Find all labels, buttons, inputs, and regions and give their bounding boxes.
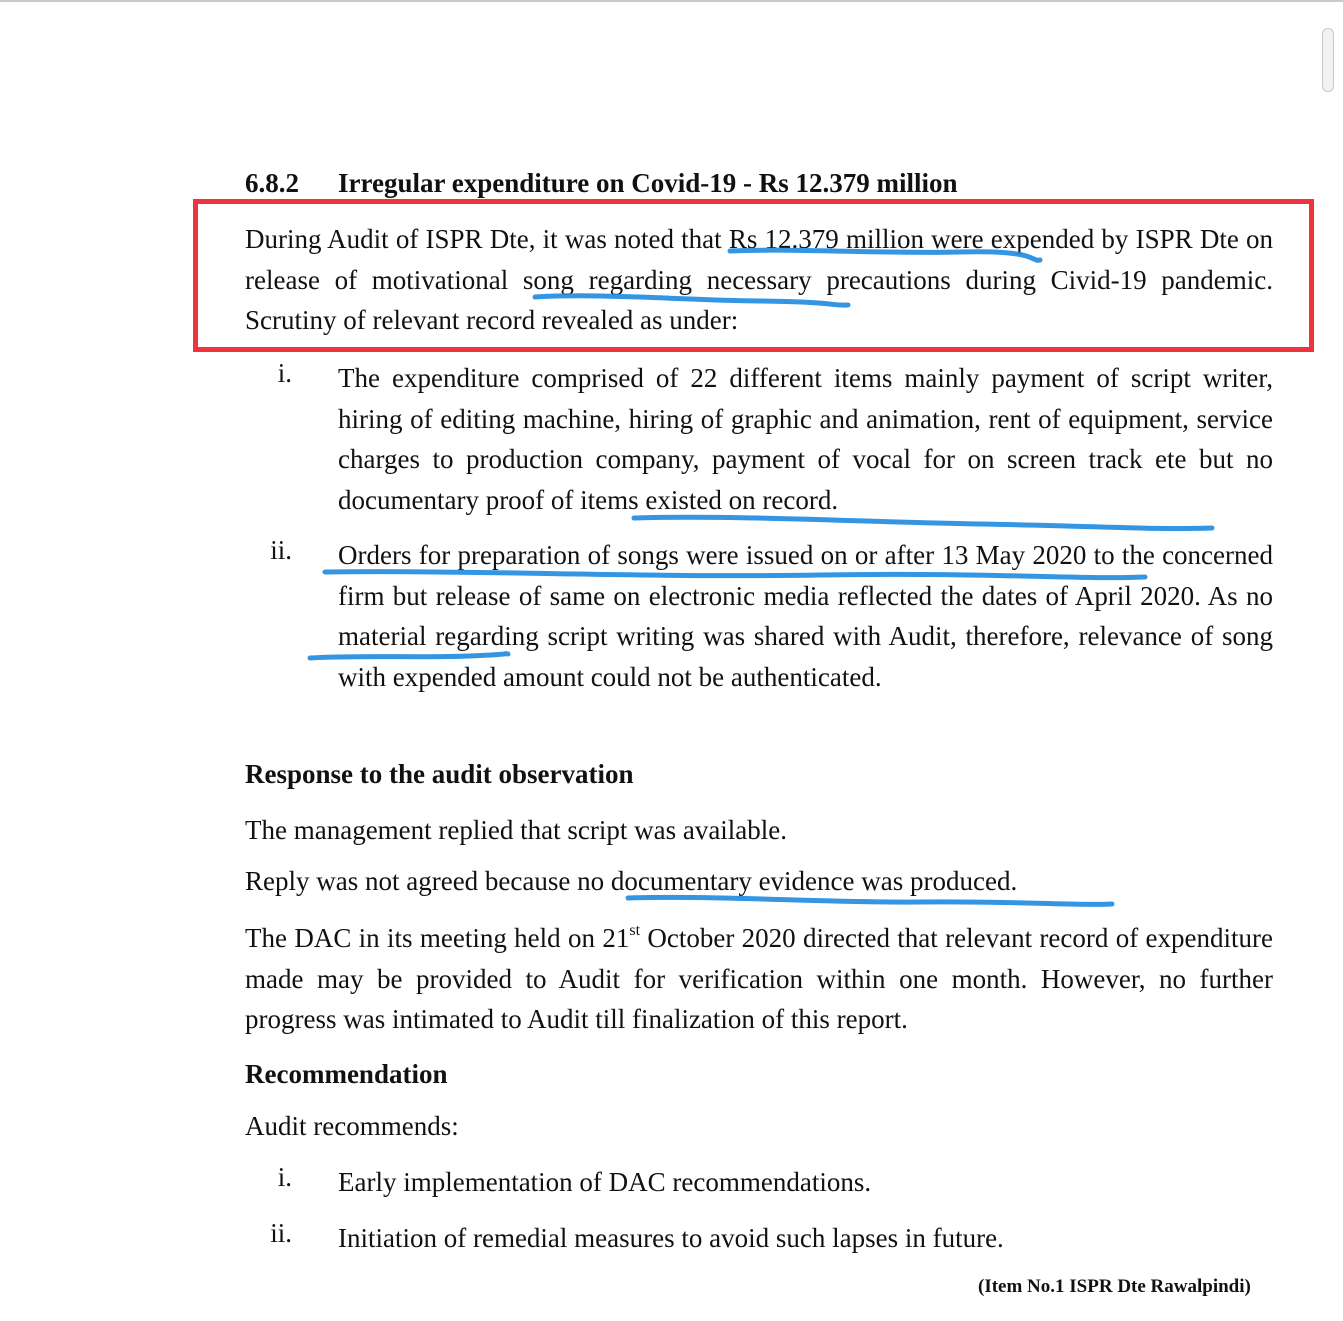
dac-date-suffix: st [629,922,641,939]
management-reply: The management replied that script was available. [245,815,788,845]
underline-april-2020 [310,654,508,658]
recommendation-1-text: Early implementation of DAC recommendations. [338,1167,872,1197]
dac-text-start: The DAC in its meeting held on 21 [245,923,630,953]
dac-text-end: October 2020 directed that relevant record of expenditure made may be provided to Audit for verification within one month. However, no further progress was intimated to Audit till finalization of this report. [245,923,1273,1035]
section-title: Irregular expenditure on Covid-19 - Rs 12.379 million [338,168,958,198]
finding-1-text: The expenditure comprised of 22 different items mainly payment of script writer, hiring of editing machine, hiring of graphic and animation, rent of equipment, service charges to production company, payment of vocal for on screen track ete but no documentary proof of items existed on record. [338,363,1273,515]
underline-no-documentary-evidence [628,897,1112,904]
finding-2-text: Orders for preparation of songs were issued on or after 13 May 2020 to the concerned firm but release of same on electronic media reflected the dates of April 2020. As no material regarding script writing was shared with Audit, therefore, relevance of song with expended amount could not be authenticated. [338,540,1273,692]
recommendation-heading: Recommendation [245,1059,448,1089]
item-reference-footer: (Item No.1 ISPR Dte Rawalpindi) [978,1276,1251,1297]
response-heading: Response to the audit observation [245,759,634,789]
underline-orders-issued [325,572,1145,578]
audit-reply: Reply was not agreed because no documentary evidence was produced. [245,866,1018,896]
finding-1-numeral: i. [277,358,292,388]
recommendation-lead: Audit recommends: [245,1111,459,1141]
recommendation-1-numeral: i. [277,1162,292,1192]
recommendation-2-numeral: ii. [270,1218,292,1248]
recommendation-2-text: Initiation of remedial measures to avoid such lapses in future. [338,1223,1004,1253]
underline-no-documentary-proof [634,517,1212,528]
finding-2-numeral: ii. [270,535,292,565]
section-number: 6.8.2 [245,168,299,198]
underline-motivational-song [535,296,848,305]
underline-amount [730,250,1040,260]
intro-paragraph: During Audit of ISPR Dte, it was noted that Rs 12.379 million were expended by ISPR Dte on release of motivational song regarding necessary precautions during Civid-19 pandemic. Scrutiny of relevant record revealed as under: [245,224,1273,336]
